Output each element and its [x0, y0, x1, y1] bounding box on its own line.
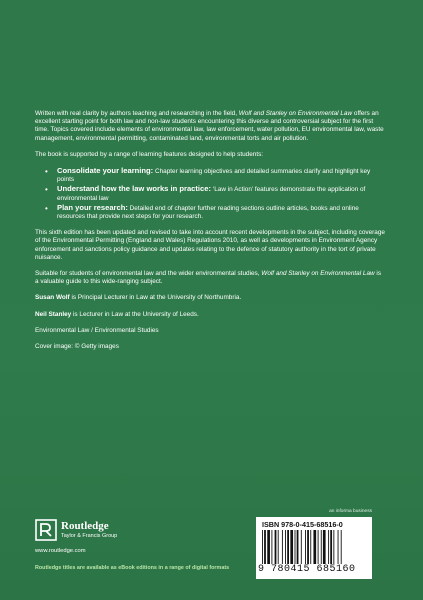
- ebook-note: Routledge titles are available as eBook editions in a range of digital formats: [35, 565, 230, 571]
- barcode-bar: [295, 530, 296, 564]
- publisher-logo-block: [35, 517, 195, 557]
- feature-item: [43, 204, 385, 221]
- barcode-bar: [338, 530, 339, 564]
- suitable-text-cont: is a valuable guide to this wide-ranging subject.: [35, 270, 382, 286]
- barcode-bar: [323, 530, 326, 564]
- bullet-icon: •: [45, 167, 48, 177]
- feature-item: [43, 167, 385, 184]
- barcode-bar: [297, 530, 299, 564]
- feature-text: Chapter learning objectives and detailed summaries clarify and highlight key points: [57, 168, 371, 184]
- feature-title: Plan your research:: [57, 202, 128, 212]
- bullet-icon: •: [45, 185, 48, 195]
- barcode-bar: [310, 530, 311, 564]
- features-lead: The book is supported by a range of learning features designed to help students:: [35, 150, 264, 158]
- barcode-digits: 9 780415 685160: [258, 564, 356, 575]
- barcode-bar: [267, 530, 270, 564]
- barcode-bar: [305, 530, 306, 564]
- barcode-panel: [256, 517, 372, 579]
- barcode-bar: [301, 530, 302, 564]
- barcode-bars: [262, 530, 366, 564]
- author-description: is Principal Lecturer in Law at the University of Northumbria.: [69, 294, 242, 302]
- intro-text: Written with real clarity by authors teaching and researching in the field,: [35, 110, 239, 117]
- barcode-bar: [285, 530, 286, 564]
- feature-item: [43, 185, 385, 202]
- blurb: [35, 110, 385, 359]
- barcode-bar: [321, 530, 322, 564]
- barcode-bar: [330, 530, 332, 564]
- barcode-bar: [264, 530, 266, 564]
- barcode-bar: [282, 530, 283, 564]
- author-name: Neil Stanley: [35, 310, 72, 318]
- feature-text: Detailed end of chapter further reading sections outline articles, books and online resources that provide next steps for your research.: [57, 204, 359, 221]
- edition-paragraph: This sixth edition has been updated and revised to take into account recent developments in the subject, including coverage of the Environmental Permitting (England and Wales) Regulations 2010, as well as developments in Environment Agency enforcement and sanctions policy guidance and updates relating to the defence of statutory authority in the tort of private nuisance.: [35, 229, 385, 261]
- bullet-icon: •: [45, 203, 48, 213]
- barcode-bar: [333, 530, 334, 564]
- subject-category: Environmental Law / Environmental Studies: [35, 326, 159, 334]
- informa-label: an informa business: [329, 509, 372, 514]
- barcode-bar: [287, 530, 289, 564]
- cover-credit: Cover image: © Getty images: [35, 343, 119, 351]
- author-name: Susan Wolf: [35, 294, 70, 302]
- feature-list: [35, 167, 385, 221]
- author-bio: [35, 311, 385, 319]
- barcode-bar: [278, 530, 279, 564]
- intro-paragraph: [35, 110, 385, 143]
- feature-text: ‘Law in Action’ features demonstrate the application of environmental law: [57, 186, 366, 202]
- publisher-name: Routledge: [61, 520, 109, 532]
- routledge-logo-icon: [35, 519, 57, 541]
- intro-book-title: Wolf and Stanley on Environmental Law: [238, 110, 353, 117]
- barcode-bar: [341, 530, 342, 564]
- barcode-bar: [318, 530, 319, 564]
- barcode-bar: [262, 530, 263, 564]
- author-description: is Lecturer in Law at the University of Leeds.: [71, 310, 199, 318]
- intro-text-cont: offers an excellent starting point for both law and non-law students encountering this diverse and controversial subject for the first time. Topics covered include elements of environmental law, law enforcement, water pollution, EU environmental law, waste management, environmental permitting, contaminated land, environmental torts and air pollution.: [35, 110, 384, 142]
- suitable-book-title: Wolf and Stanley on Environmental Law: [261, 270, 375, 278]
- barcode-bar: [307, 530, 309, 564]
- barcode-bar: [313, 530, 316, 564]
- isbn-text: ISBN 978-0-415-68516-0: [262, 520, 343, 529]
- author-bio: [35, 294, 385, 302]
- suitable-paragraph: [35, 270, 385, 286]
- barcode-block: [256, 509, 372, 579]
- feature-title: Understand how the law works in practice:: [57, 184, 212, 194]
- barcode-bar: [290, 530, 293, 564]
- feature-title: Consolidate your learning:: [57, 166, 154, 176]
- publisher-website: www.routledge.com: [35, 548, 86, 554]
- barcode-bar: [275, 530, 277, 564]
- barcode-bar: [328, 530, 329, 564]
- suitable-text: Suitable for students of environmental law and the wider environmental studies,: [35, 270, 262, 278]
- publisher-group: Taylor & Francis Group: [61, 533, 118, 539]
- barcode-bar: [271, 530, 272, 564]
